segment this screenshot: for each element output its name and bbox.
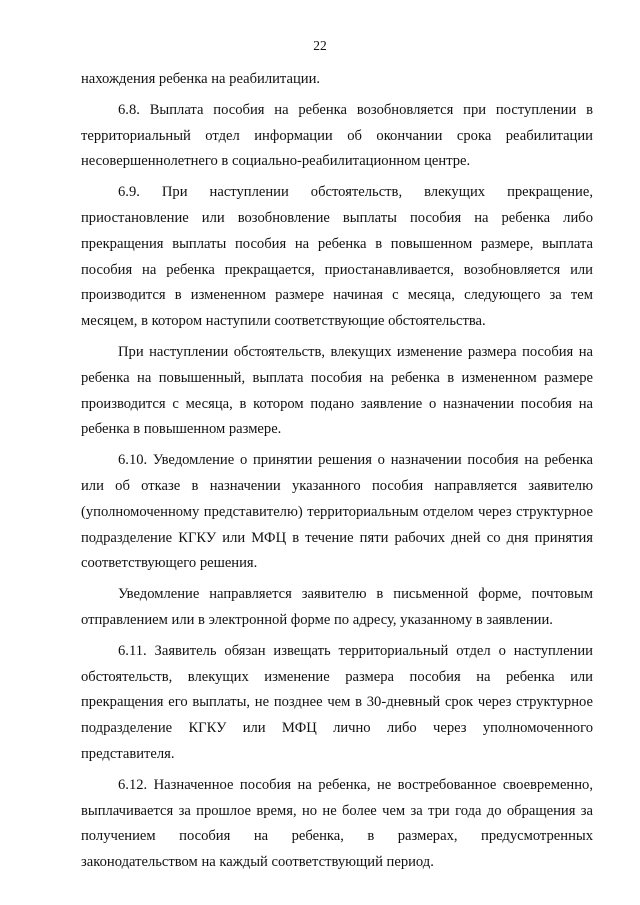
paragraph-6-9-increase: При наступлении обстоятельств, влекущих изменение размера пособия на ребенка на повышенный, выплата пособия на ребенка в измененном размере производится с месяца, в котором подано заявление о назначении пособия на ребенка в повышенном размере.: [81, 343, 593, 438]
paragraph-6-10-notice: Уведомление направляется заявителю в письменной форме, почтовым отправлением или в электронной форме по адресу, указанному в заявлении.: [81, 586, 593, 628]
paragraph-6-10: 6.10. Уведомление о принятии решения о назначении пособия на ребенка или об отказе в назначении указанного пособия направляется заявителю (уполномоченному представителю) территориальным отделом через структурное подразделение КГКУ или МФЦ в течение пяти рабочих дней со дня принятия соответствующего решения.: [81, 452, 593, 572]
document-body: [81, 67, 593, 881]
paragraph-continuation: нахождения ребенка на реабилитации.: [81, 71, 321, 87]
paragraph-6-9: 6.9. При наступлении обстоятельств, влекущих прекращение, приостановление или возобновление выплаты пособия на ребенка либо прекращения выплаты пособия на ребенка в повышенном размере, выплата пособия на ребенка прекращается, приостанавливается, возобновляется или производится в измененном размере начиная с месяца, следующего за тем месяцем, в котором наступили соответствующие обстоятельства.: [81, 184, 593, 330]
page-number: 22: [313, 38, 327, 53]
paragraph-6-11: 6.11. Заявитель обязан извещать территориальный отдел о наступлении обстоятельств, влекущих изменение размера пособия на ребенка или прекращения его выплаты, не позднее чем в 30-дневный срок через структурное подразделение КГКУ или МФЦ лично либо через уполномоченного представителя.: [81, 642, 593, 762]
paragraph-6-8: 6.8. Выплата пособия на ребенка возобновляется при поступлении в территориальный отдел информации об окончании срока реабилитации несовершеннолетнего в социально-реабилитационном центре.: [81, 101, 593, 170]
paragraph-6-12: 6.12. Назначенное пособия на ребенка, не востребованное своевременно, выплачивается за прошлое время, но не более чем за три года до обращения за получением пособия на ребенка, в размерах, предусмотренных законодательством на каждый соответствующий период.: [81, 776, 593, 871]
